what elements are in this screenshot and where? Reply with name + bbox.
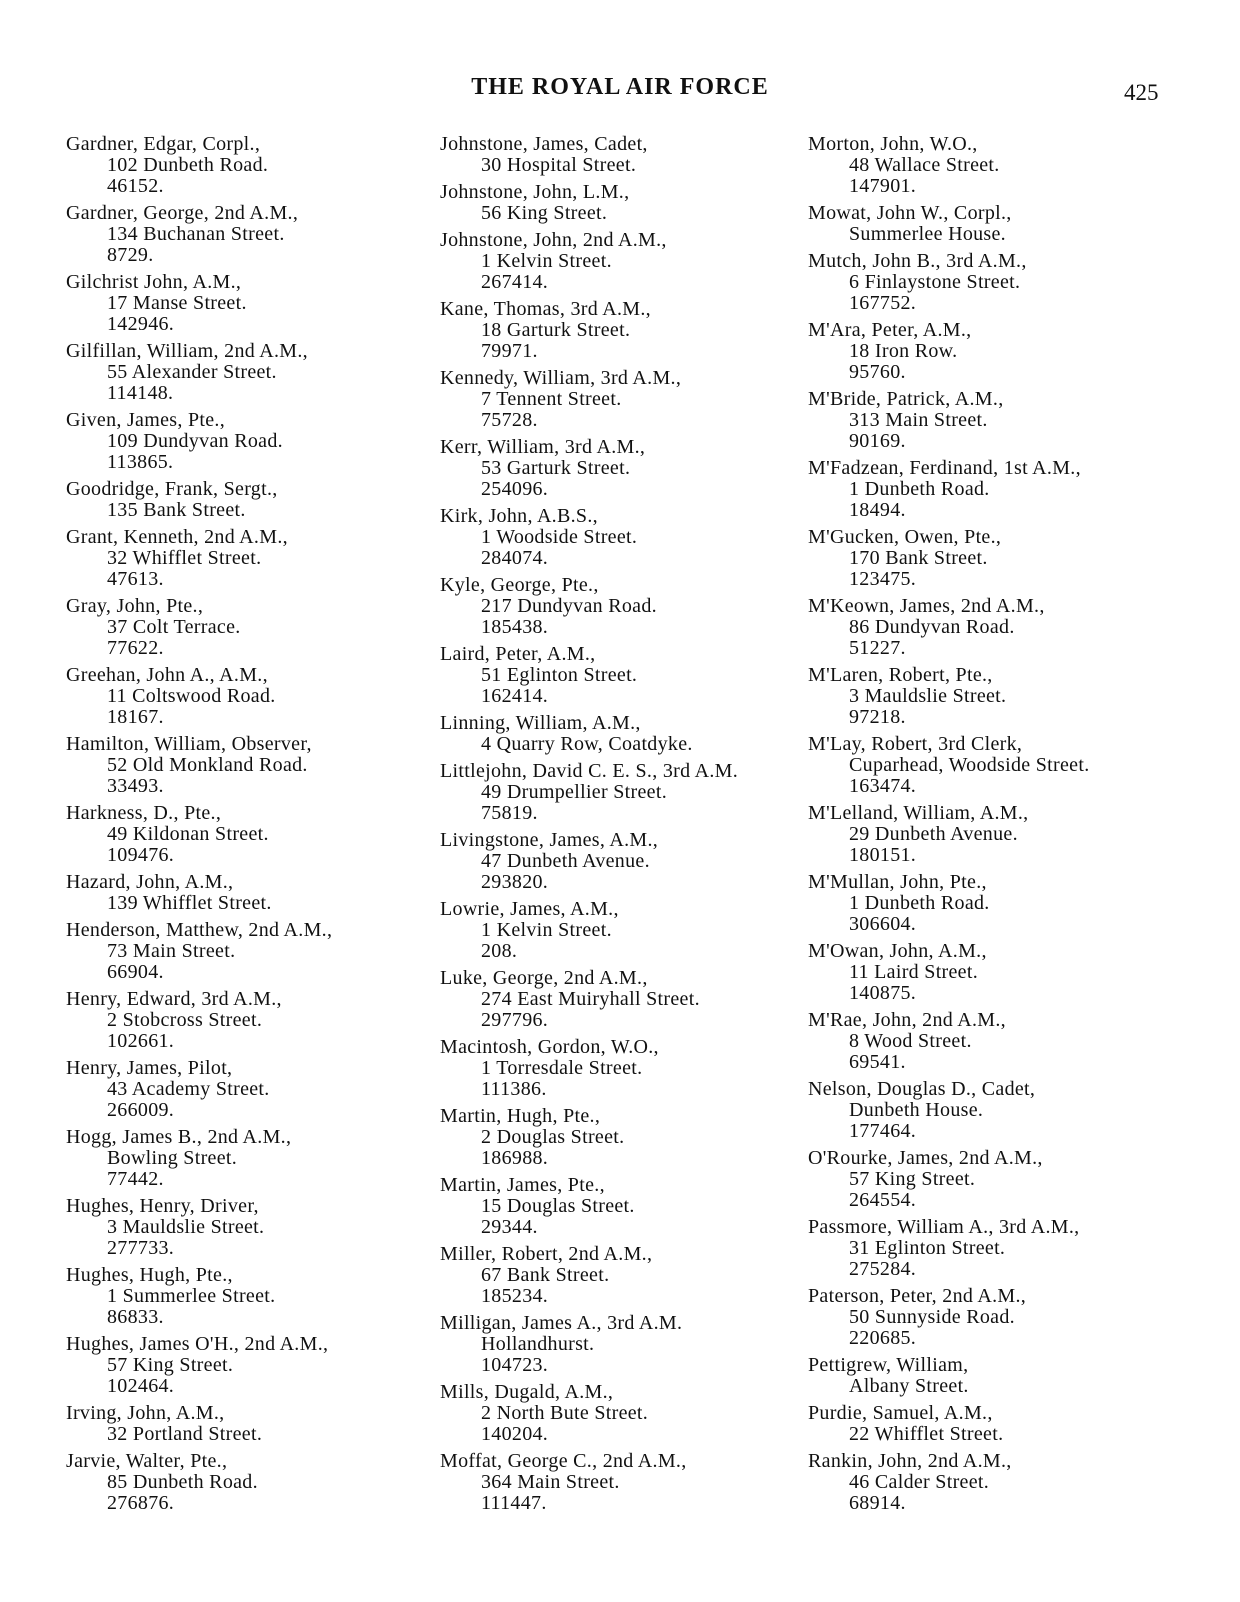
entry-name: Goodridge, Frank, Sergt., xyxy=(66,478,278,500)
entry-service-number: 147901. xyxy=(849,175,917,197)
entry-service-number: 162414. xyxy=(481,685,549,707)
entry-address: Hollandhurst. xyxy=(481,1333,595,1355)
roll-entry xyxy=(66,803,426,866)
roll-entry xyxy=(808,1148,1208,1211)
entry-service-number: 77442. xyxy=(107,1168,164,1190)
entry-address: 47 Dunbeth Avenue. xyxy=(481,850,650,872)
entry-name: Livingstone, James, A.M., xyxy=(440,829,659,851)
entry-address: 134 Buchanan Street. xyxy=(107,223,285,245)
entry-name: M'Bride, Patrick, A.M., xyxy=(808,388,1004,410)
entry-address: Bowling Street. xyxy=(107,1147,238,1169)
roll-entry xyxy=(440,1037,800,1100)
entry-service-number: 75819. xyxy=(481,802,538,824)
entry-address: 57 King Street. xyxy=(107,1354,234,1376)
entry-name: Johnstone, John, 2nd A.M., xyxy=(440,229,667,251)
entry-name: Given, James, Pte., xyxy=(66,409,226,431)
entry-address: 50 Sunnyside Road. xyxy=(849,1306,1015,1328)
entry-address: 18 Garturk Street. xyxy=(481,319,631,341)
roll-entry xyxy=(440,506,800,569)
entry-name: Hogg, James B., 2nd A.M., xyxy=(66,1126,292,1148)
entry-service-number: 208. xyxy=(481,940,518,962)
entry-address: 17 Manse Street. xyxy=(107,292,247,314)
entry-address: 43 Academy Street. xyxy=(107,1078,270,1100)
roll-entry xyxy=(66,272,426,335)
roll-entry xyxy=(66,203,426,266)
roll-entry xyxy=(440,182,800,224)
roll-entry xyxy=(808,389,1208,452)
entry-service-number: 8729. xyxy=(107,244,154,266)
roll-entry xyxy=(808,1217,1208,1280)
entry-name: Nelson, Douglas D., Cadet, xyxy=(808,1078,1036,1100)
roll-entry xyxy=(66,596,426,659)
entry-address: 3 Mauldslie Street. xyxy=(849,685,1007,707)
entry-service-number: 18494. xyxy=(849,499,906,521)
entry-service-number: 33493. xyxy=(107,775,164,797)
entry-service-number: 140204. xyxy=(481,1423,549,1445)
entry-name: Irving, John, A.M., xyxy=(66,1402,225,1424)
roll-entry xyxy=(440,1244,800,1307)
entry-name: Macintosh, Gordon, W.O., xyxy=(440,1036,659,1058)
entry-name: Littlejohn, David C. E. S., 3rd A.M. xyxy=(440,760,739,782)
entry-address: 31 Eglinton Street. xyxy=(849,1237,1006,1259)
entry-address: 6 Finlaystone Street. xyxy=(849,271,1021,293)
entry-service-number: 18167. xyxy=(107,706,164,728)
roll-entry xyxy=(440,134,800,176)
roll-entry xyxy=(66,920,426,983)
entry-address: 11 Coltswood Road. xyxy=(107,685,276,707)
roll-entry xyxy=(440,575,800,638)
entry-name: M'Gucken, Owen, Pte., xyxy=(808,526,1002,548)
roll-entry xyxy=(440,713,800,755)
roll-entry xyxy=(440,830,800,893)
roll-entry xyxy=(66,1265,426,1328)
entry-address: 52 Old Monkland Road. xyxy=(107,754,308,776)
entry-name: Gardner, George, 2nd A.M., xyxy=(66,202,299,224)
entry-address: 46 Calder Street. xyxy=(849,1471,990,1493)
entry-service-number: 180151. xyxy=(849,844,917,866)
roll-entry xyxy=(440,1451,800,1514)
entry-name: M'Mullan, John, Pte., xyxy=(808,871,987,893)
entry-address: 1 Dunbeth Road. xyxy=(849,892,990,914)
entry-name: Passmore, William A., 3rd A.M., xyxy=(808,1216,1080,1238)
entry-address: 32 Whifflet Street. xyxy=(107,547,262,569)
roll-entry xyxy=(808,1403,1208,1445)
entry-name: Harkness, D., Pte., xyxy=(66,802,222,824)
entry-name: Gray, John, Pte., xyxy=(66,595,204,617)
entry-address: 102 Dunbeth Road. xyxy=(107,154,269,176)
roll-entry xyxy=(808,941,1208,1004)
roll-entry xyxy=(440,230,800,293)
entry-name: Martin, James, Pte., xyxy=(440,1174,605,1196)
entry-name: Kyle, George, Pte., xyxy=(440,574,599,596)
roll-entry xyxy=(808,203,1208,245)
roll-entry xyxy=(440,1106,800,1169)
roll-entry xyxy=(66,479,426,521)
roll-entry xyxy=(808,320,1208,383)
roll-entry xyxy=(808,872,1208,935)
entry-address: 22 Whifflet Street. xyxy=(849,1423,1004,1445)
roll-entry xyxy=(66,410,426,473)
entry-name: Greehan, John A., A.M., xyxy=(66,664,268,686)
entry-address: 53 Garturk Street. xyxy=(481,457,631,479)
entry-name: O'Rourke, James, 2nd A.M., xyxy=(808,1147,1043,1169)
roll-entry xyxy=(66,1196,426,1259)
entry-service-number: 90169. xyxy=(849,430,906,452)
entry-service-number: 266009. xyxy=(107,1099,175,1121)
page-number: 425 xyxy=(1124,80,1159,105)
entry-service-number: 142946. xyxy=(107,313,175,335)
roll-entry xyxy=(66,1058,426,1121)
roll-entry xyxy=(66,734,426,797)
entry-service-number: 77622. xyxy=(107,637,164,659)
entry-service-number: 79971. xyxy=(481,340,538,362)
entry-service-number: 95760. xyxy=(849,361,906,383)
roll-entry xyxy=(440,1313,800,1376)
roll-entry xyxy=(808,134,1208,197)
entry-address: 3 Mauldslie Street. xyxy=(107,1216,265,1238)
entry-address: 313 Main Street. xyxy=(849,409,988,431)
entry-name: Kennedy, William, 3rd A.M., xyxy=(440,367,682,389)
entry-address: 4 Quarry Row, Coatdyke. xyxy=(481,733,693,755)
entry-name: Mutch, John B., 3rd A.M., xyxy=(808,250,1027,272)
entry-service-number: 111386. xyxy=(481,1078,547,1100)
entry-service-number: 109476. xyxy=(107,844,175,866)
entry-service-number: 51227. xyxy=(849,637,906,659)
entry-service-number: 276876. xyxy=(107,1492,175,1514)
roll-entry xyxy=(808,1286,1208,1349)
roll-entry xyxy=(808,803,1208,866)
roll-entry xyxy=(808,734,1208,797)
roll-entry xyxy=(440,644,800,707)
entry-name: Mowat, John W., Corpl., xyxy=(808,202,1012,224)
entry-address: 51 Eglinton Street. xyxy=(481,664,638,686)
entry-service-number: 47613. xyxy=(107,568,164,590)
entry-service-number: 140875. xyxy=(849,982,917,1004)
entry-name: Moffat, George C., 2nd A.M., xyxy=(440,1450,687,1472)
roll-column-3 xyxy=(808,134,1208,1520)
entry-service-number: 264554. xyxy=(849,1189,917,1211)
roll-entry xyxy=(440,1382,800,1445)
entry-address: 57 King Street. xyxy=(849,1168,976,1190)
entry-name: Hughes, James O'H., 2nd A.M., xyxy=(66,1333,329,1355)
entry-name: Jarvie, Walter, Pte., xyxy=(66,1450,228,1472)
entry-name: Lowrie, James, A.M., xyxy=(440,898,619,920)
roll-entry xyxy=(440,368,800,431)
entry-address: 1 Summerlee Street. xyxy=(107,1285,276,1307)
entry-name: Purdie, Samuel, A.M., xyxy=(808,1402,993,1424)
roll-entry xyxy=(808,527,1208,590)
roll-entry xyxy=(808,251,1208,314)
entry-service-number: 167752. xyxy=(849,292,917,314)
entry-name: Kirk, John, A.B.S., xyxy=(440,505,598,527)
entry-service-number: 277733. xyxy=(107,1237,175,1259)
entry-address: 15 Douglas Street. xyxy=(481,1195,635,1217)
entry-name: Hamilton, William, Observer, xyxy=(66,733,312,755)
roll-entry xyxy=(66,665,426,728)
entry-address: 67 Bank Street. xyxy=(481,1264,610,1286)
roll-entry xyxy=(440,437,800,500)
entry-address: 56 King Street. xyxy=(481,202,608,224)
entry-service-number: 104723. xyxy=(481,1354,549,1376)
entry-address: 2 North Bute Street. xyxy=(481,1402,649,1424)
entry-address: 1 Kelvin Street. xyxy=(481,919,612,941)
entry-name: Henry, James, Pilot, xyxy=(66,1057,233,1079)
roll-entry xyxy=(66,1403,426,1445)
entry-name: Hazard, John, A.M., xyxy=(66,871,234,893)
entry-address: 7 Tennent Street. xyxy=(481,388,622,410)
entry-service-number: 163474. xyxy=(849,775,917,797)
entry-address: Cuparhead, Woodside Street. xyxy=(849,754,1090,776)
entry-name: Laird, Peter, A.M., xyxy=(440,643,596,665)
entry-service-number: 29344. xyxy=(481,1216,538,1238)
entry-service-number: 177464. xyxy=(849,1120,917,1142)
entry-name: M'Rae, John, 2nd A.M., xyxy=(808,1009,1006,1031)
entry-name: M'Laren, Robert, Pte., xyxy=(808,664,993,686)
roll-entry xyxy=(808,1355,1208,1397)
entry-service-number: 220685. xyxy=(849,1327,917,1349)
entry-address: 11 Laird Street. xyxy=(849,961,979,983)
entry-service-number: 97218. xyxy=(849,706,906,728)
entry-address: 139 Whifflet Street. xyxy=(107,892,272,914)
roll-entry xyxy=(808,1451,1208,1514)
entry-name: Hughes, Henry, Driver, xyxy=(66,1195,259,1217)
entry-name: Pettigrew, William, xyxy=(808,1354,969,1376)
roll-entry xyxy=(440,1175,800,1238)
entry-name: M'Owan, John, A.M., xyxy=(808,940,987,962)
entry-service-number: 254096. xyxy=(481,478,549,500)
entry-name: Morton, John, W.O., xyxy=(808,133,978,155)
entry-service-number: 113865. xyxy=(107,451,174,473)
entry-name: Gardner, Edgar, Corpl., xyxy=(66,133,261,155)
entry-address: 29 Dunbeth Avenue. xyxy=(849,823,1018,845)
entry-name: Johnstone, James, Cadet, xyxy=(440,133,648,155)
entry-name: Mills, Dugald, A.M., xyxy=(440,1381,614,1403)
entry-name: Henderson, Matthew, 2nd A.M., xyxy=(66,919,333,941)
entry-name: Henry, Edward, 3rd A.M., xyxy=(66,988,282,1010)
entry-service-number: 267414. xyxy=(481,271,549,293)
roll-entry xyxy=(808,1010,1208,1073)
entry-address: 1 Woodside Street. xyxy=(481,526,638,548)
roll-entry xyxy=(66,134,426,197)
entry-service-number: 297796. xyxy=(481,1009,549,1031)
entry-address: 48 Wallace Street. xyxy=(849,154,1000,176)
entry-service-number: 69541. xyxy=(849,1051,906,1073)
roll-entry xyxy=(66,989,426,1052)
entry-service-number: 86833. xyxy=(107,1306,164,1328)
roll-entry xyxy=(440,761,800,824)
entry-address: 85 Dunbeth Road. xyxy=(107,1471,258,1493)
entry-name: Martin, Hugh, Pte., xyxy=(440,1105,601,1127)
entry-service-number: 46152. xyxy=(107,175,164,197)
entry-name: Kerr, William, 3rd A.M., xyxy=(440,436,646,458)
entry-service-number: 293820. xyxy=(481,871,549,893)
roll-entry xyxy=(808,1079,1208,1142)
entry-service-number: 66904. xyxy=(107,961,164,983)
entry-name: Johnstone, John, L.M., xyxy=(440,181,630,203)
entry-address: 32 Portland Street. xyxy=(107,1423,263,1445)
entry-address: 274 East Muiryhall Street. xyxy=(481,988,700,1010)
entry-address: 49 Kildonan Street. xyxy=(107,823,269,845)
entry-name: Paterson, Peter, 2nd A.M., xyxy=(808,1285,1027,1307)
entry-name: M'Fadzean, Ferdinand, 1st A.M., xyxy=(808,457,1081,479)
roll-entry xyxy=(66,1334,426,1397)
entry-address: 135 Bank Street. xyxy=(107,499,246,521)
roll-column-2 xyxy=(440,134,800,1520)
entry-name: Rankin, John, 2nd A.M., xyxy=(808,1450,1012,1472)
roll-entry xyxy=(66,872,426,914)
entry-address: 18 Iron Row. xyxy=(849,340,958,362)
entry-service-number: 102661. xyxy=(107,1030,175,1052)
entry-address: 30 Hospital Street. xyxy=(481,154,637,176)
roll-entry xyxy=(66,1127,426,1190)
entry-address: 1 Torresdale Street. xyxy=(481,1057,643,1079)
roll-entry xyxy=(66,527,426,590)
entry-address: Dunbeth House. xyxy=(849,1099,984,1121)
entry-service-number: 275284. xyxy=(849,1258,917,1280)
entry-service-number: 185234. xyxy=(481,1285,549,1307)
entry-name: Grant, Kenneth, 2nd A.M., xyxy=(66,526,288,548)
roll-entry xyxy=(440,299,800,362)
entry-service-number: 68914. xyxy=(849,1492,906,1514)
entry-address: 37 Colt Terrace. xyxy=(107,616,241,638)
roll-entry xyxy=(440,899,800,962)
entry-name: M'Ara, Peter, A.M., xyxy=(808,319,972,341)
entry-address: 109 Dundyvan Road. xyxy=(107,430,283,452)
entry-service-number: 111447. xyxy=(481,1492,547,1514)
roll-entry xyxy=(440,968,800,1031)
entry-address: 170 Bank Street. xyxy=(849,547,988,569)
entry-address: 364 Main Street. xyxy=(481,1471,620,1493)
entry-name: Luke, George, 2nd A.M., xyxy=(440,967,648,989)
entry-name: Gilfillan, William, 2nd A.M., xyxy=(66,340,308,362)
entry-address: 8 Wood Street. xyxy=(849,1030,972,1052)
roll-entry xyxy=(66,1451,426,1514)
entry-service-number: 114148. xyxy=(107,382,174,404)
entry-service-number: 102464. xyxy=(107,1375,175,1397)
roll-column-1 xyxy=(66,134,426,1520)
entry-address: 49 Drumpellier Street. xyxy=(481,781,667,803)
entry-address: 2 Stobcross Street. xyxy=(107,1009,263,1031)
entry-address: 55 Alexander Street. xyxy=(107,361,277,383)
roll-entry xyxy=(808,458,1208,521)
entry-address: 217 Dundyvan Road. xyxy=(481,595,657,617)
entry-name: M'Lelland, William, A.M., xyxy=(808,802,1029,824)
entry-address: 1 Kelvin Street. xyxy=(481,250,612,272)
running-head-title: THE ROYAL AIR FORCE xyxy=(471,74,769,100)
entry-service-number: 306604. xyxy=(849,913,917,935)
entry-address: 1 Dunbeth Road. xyxy=(849,478,990,500)
entry-name: Hughes, Hugh, Pte., xyxy=(66,1264,233,1286)
entry-name: Linning, William, A.M., xyxy=(440,712,641,734)
entry-name: M'Keown, James, 2nd A.M., xyxy=(808,595,1045,617)
entry-name: Gilchrist John, A.M., xyxy=(66,271,242,293)
roll-entry xyxy=(66,341,426,404)
entry-address: 2 Douglas Street. xyxy=(481,1126,625,1148)
entry-name: M'Lay, Robert, 3rd Clerk, xyxy=(808,733,1023,755)
entry-service-number: 186988. xyxy=(481,1147,549,1169)
roll-entry xyxy=(808,596,1208,659)
entry-service-number: 123475. xyxy=(849,568,917,590)
entry-name: Miller, Robert, 2nd A.M., xyxy=(440,1243,653,1265)
entry-service-number: 75728. xyxy=(481,409,538,431)
entry-address: Albany Street. xyxy=(849,1375,969,1397)
entry-name: Milligan, James A., 3rd A.M. xyxy=(440,1312,683,1334)
roll-entry xyxy=(808,665,1208,728)
entry-service-number: 185438. xyxy=(481,616,549,638)
entry-name: Kane, Thomas, 3rd A.M., xyxy=(440,298,651,320)
entry-service-number: 284074. xyxy=(481,547,549,569)
entry-address: Summerlee House. xyxy=(849,223,1006,245)
entry-address: 86 Dundyvan Road. xyxy=(849,616,1015,638)
entry-address: 73 Main Street. xyxy=(107,940,236,962)
